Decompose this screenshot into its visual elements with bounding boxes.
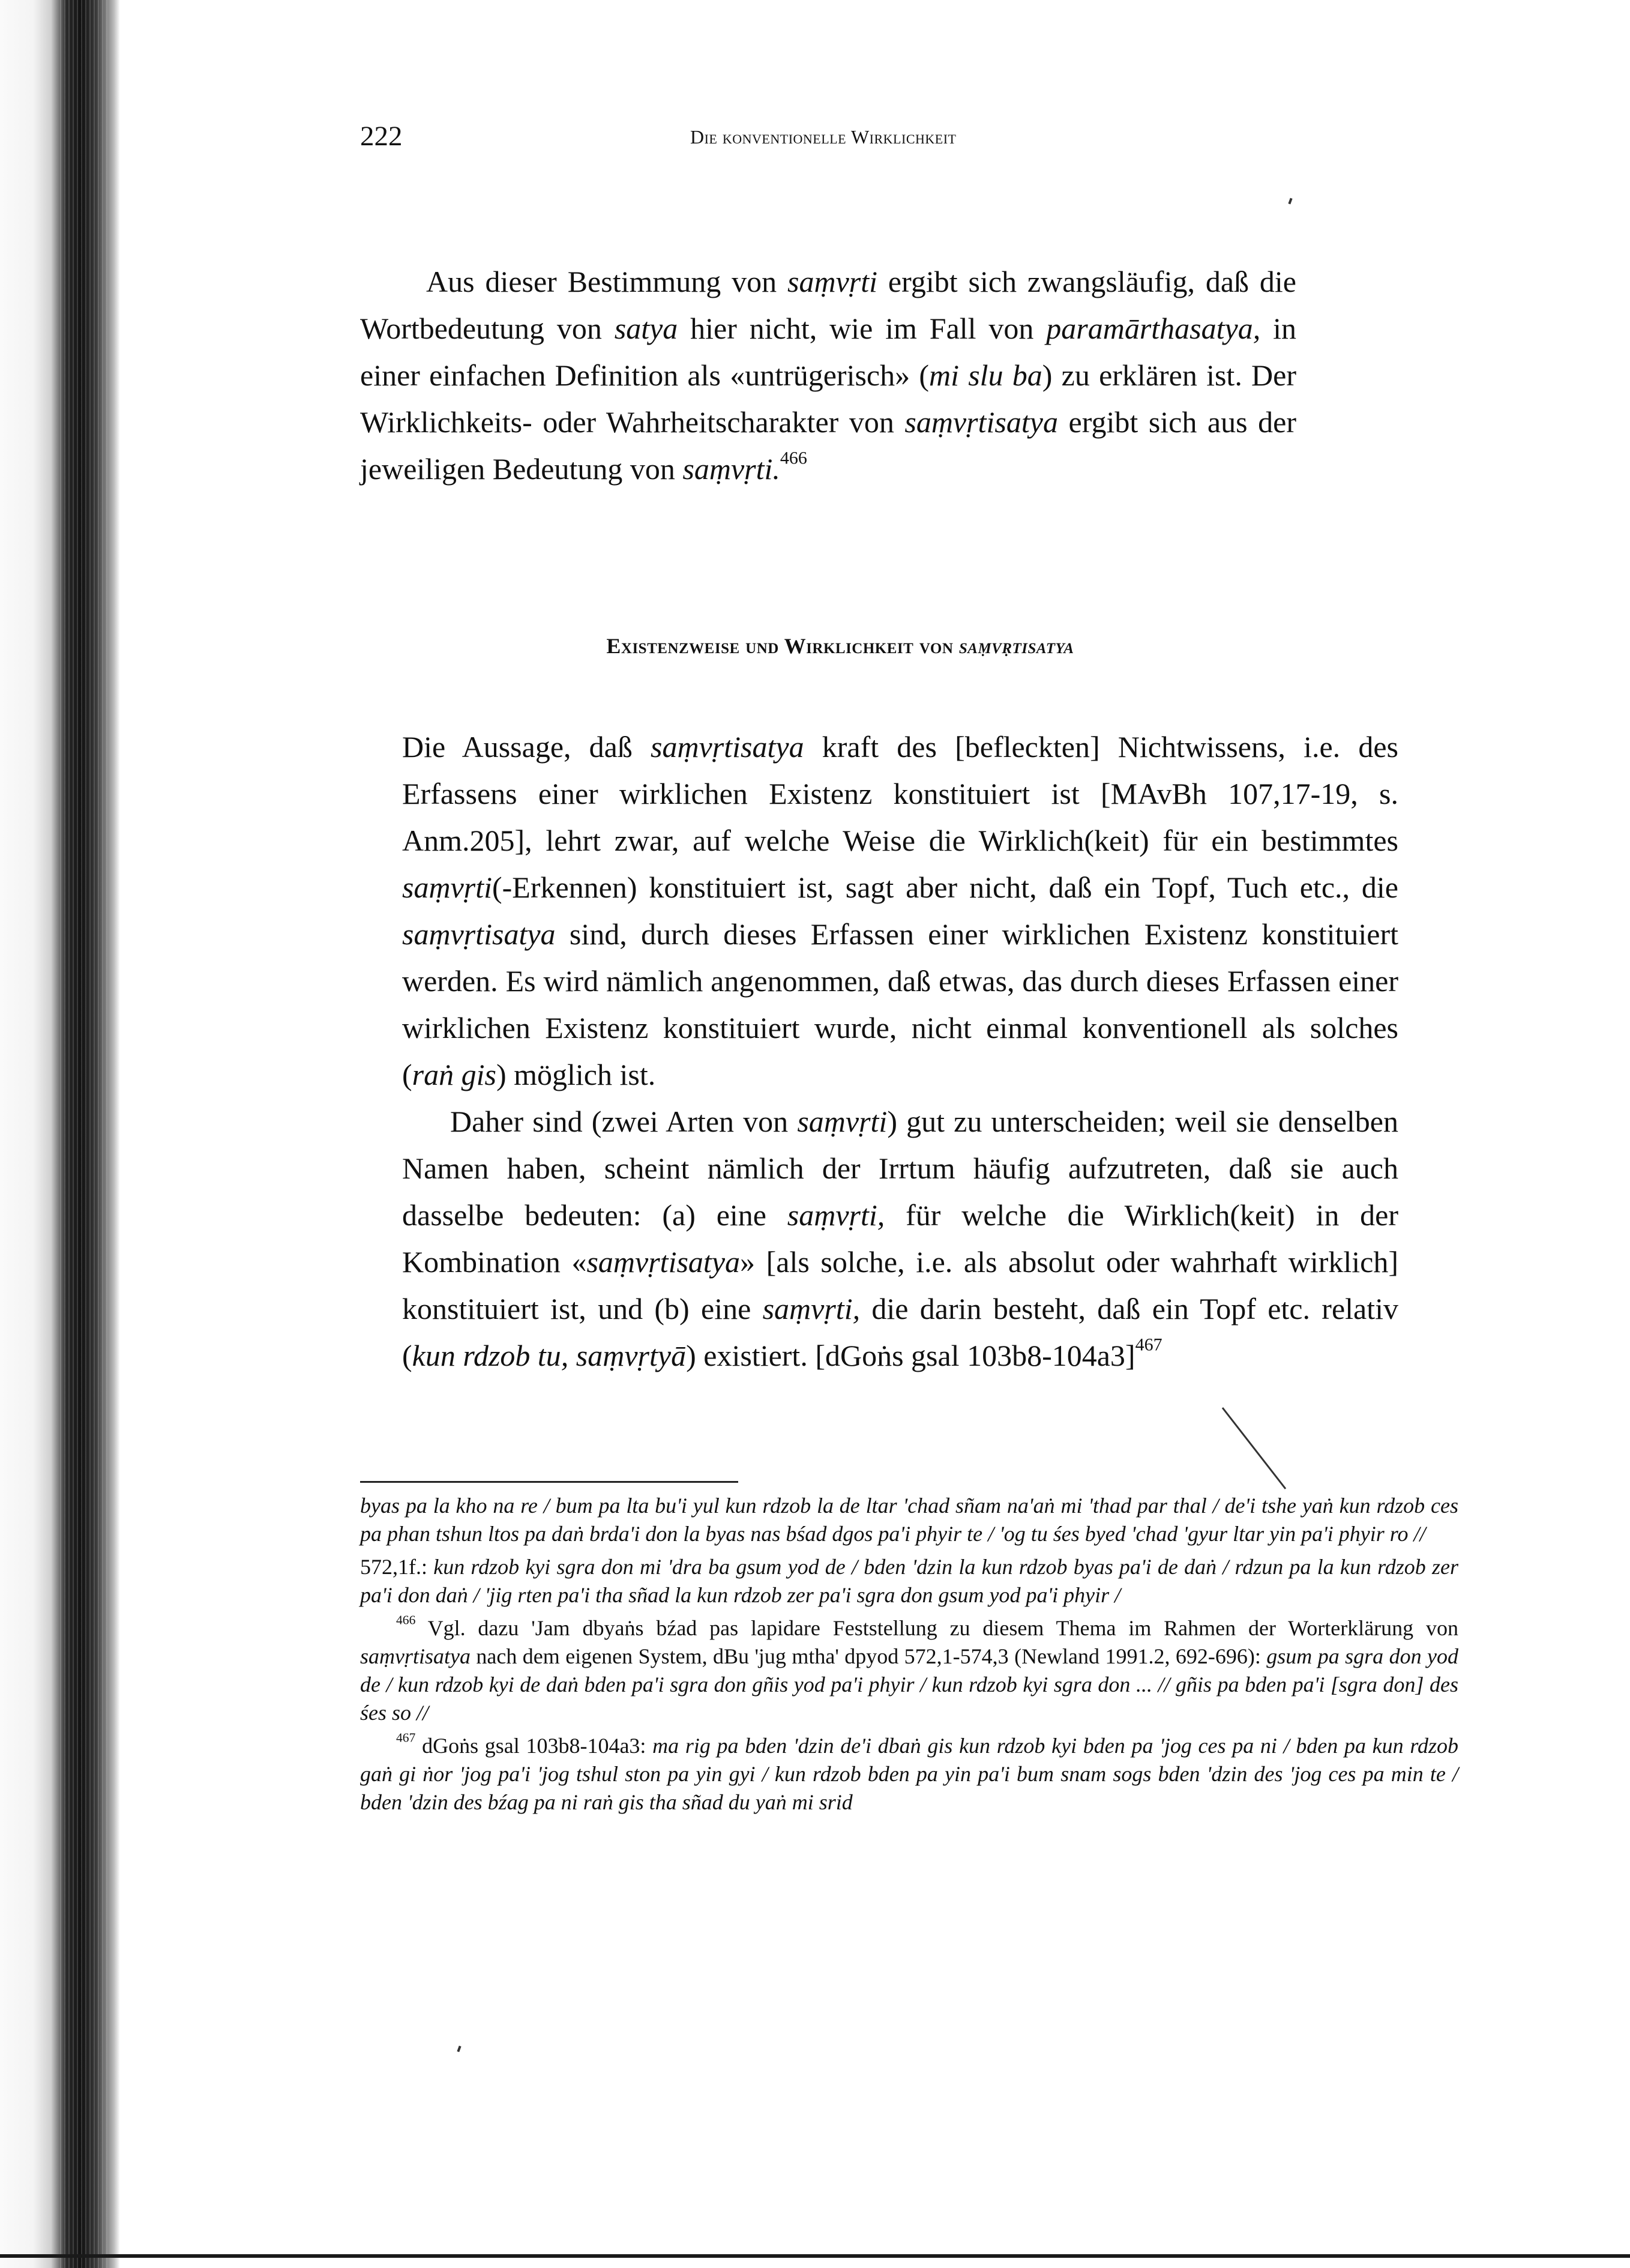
- running-head: Die konventionelle Wirklichkeit: [690, 126, 957, 148]
- quote-paragraph-2: Daher sind (zwei Arten von saṃvṛti) gut zu unterscheiden; weil sie denselben Namen haben, scheint nämlich der Irrtum häufig aufzutreten, daß sie auch dasselbe bedeuten: (a) eine saṃvṛti, für welche die Wirklich(keit) in der Kombination «saṃvṛtisatya» [als solche, i.e. als absolut oder wahrhaft wirklich] konstituiert ist, und (b) eine saṃvṛti, die darin besteht, daß ein Topf etc. relativ (kun rdzob tu, saṃvṛtyā) existiert. [dGoṅs gsal 103b8-104a3]$^{467}$: [402, 1105, 1399, 1372]
- section-heading: Existenzweise und Wirklichkeit von saṃvṛtisatya: [606, 634, 1074, 658]
- page-number: 222: [360, 121, 403, 152]
- footnote-467: $^{467}$ dGoṅs gsal 103b8-104a3: ma rig pa bden 'dzin de'i dbaṅ gis kun rdzob kyi bden pa 'jog ces pa ni / bden pa kun rdzob gaṅ gi ṅor 'jog pa'i 'jog tshul ston pa yin gyi / kun rdzob bden pa yin pa'i bum snam sogs bden 'dzin des 'jog ces pa min te / bden 'dzin des bźag pa ni raṅ gis tha sñad du yaṅ mi srid: [360, 1730, 1458, 1814]
- footnotes: [360, 1492, 1458, 1821]
- quoted-passage: [402, 723, 1398, 1379]
- intro-paragraph: [360, 258, 1296, 492]
- footnote-ref-466[interactable]: 466: [780, 448, 807, 468]
- scan-speck: [457, 2046, 461, 2052]
- binding-texture: [60, 0, 108, 2268]
- book-binding-shadow: [0, 0, 120, 2268]
- footnote-continuation: 572,1f.: kun rdzob kyi sgra don mi 'dra ba gsum yod de / bden 'dzin la kun rdzob byas pa'i de daṅ / rdzun pa la kun rdzob zer pa'i don daṅ / 'jig rten pa'i tha sñad la kun rdzob zer pa'i sgra don gsum yod pa'i phyir /: [360, 1555, 1458, 1607]
- footnote-ref-467[interactable]: 467: [1135, 1335, 1162, 1355]
- footnote-separator: [360, 1481, 738, 1483]
- page-bottom-edge: [0, 2254, 1630, 2258]
- page-header: [360, 120, 1296, 156]
- quote-paragraph-1: Die Aussage, daß saṃvṛtisatya kraft des [befleckten] Nichtwissens, i.e. des Erfassens einer wirklichen Existenz konstituiert ist [MAvBh 107,17-19, s. Anm.205], lehrt zwar, auf welche Weise die Wirklich(keit) für ein bestimmtes saṃvṛti(-Erkennen) konstituiert ist, sagt aber nicht, daß ein Topf, Tuch etc., die saṃvṛtisatya sind, durch dieses Erfassen einer wirklichen Existenz konstituiert werden. Es wird nämlich angenommen, daß etwas, das durch dieses Erfassen einer wirklichen Existenz konstituiert wurde, nicht einmal konventionell als solches (raṅ gis) möglich ist.: [402, 730, 1398, 1091]
- footnote-466: $^{466}$ Vgl. dazu 'Jam dbyaṅs bźad pas lapidare Feststellung zu diesem Thema im Rahmen der Worterklärung von saṃvṛtisatya nach dem eigenen System, dBu 'jug mtha' dpyod 572,1-574,3 (Newland 1991.2, 692-696): gsum pa sgra don yod de / kun rdzob kyi de daṅ bden pa'i sgra don gñis yod pa'i phyir / kun rdzob kyi sgra don ... // gñis pa bden pa'i [sgra don] des śes so //: [360, 1612, 1458, 1725]
- scan-speck: [1288, 198, 1292, 205]
- pencil-mark: [1219, 1405, 1292, 1495]
- footnote-continuation: byas pa la kho na re / bum pa lta bu'i yul kun rdzob la de ltar 'chad sñam na'aṅ mi 'thad par thal / de'i tshe yaṅ kun rdzob ces pa phan tshun ltos pa daṅ brda'i don la byas nas bśad dgos pa'i phyir te / 'og tu śes byed 'chad 'gyur ltar yin pa'i phyir ro //: [360, 1494, 1458, 1546]
- paragraph: Aus dieser Bestimmung von saṃvṛti ergibt sich zwangsläufig, daß die Wortbedeutung von satya hier nicht, wie im Fall von paramārthasatya, in einer einfachen Definition als «untrügerisch» (mi slu ba) zu erklären ist. Der Wirklichkeits- oder Wahrheitscharakter von saṃvṛtisatya ergibt sich aus der jeweiligen Bedeutung von saṃvṛti.$^{466}$: [360, 265, 1296, 486]
